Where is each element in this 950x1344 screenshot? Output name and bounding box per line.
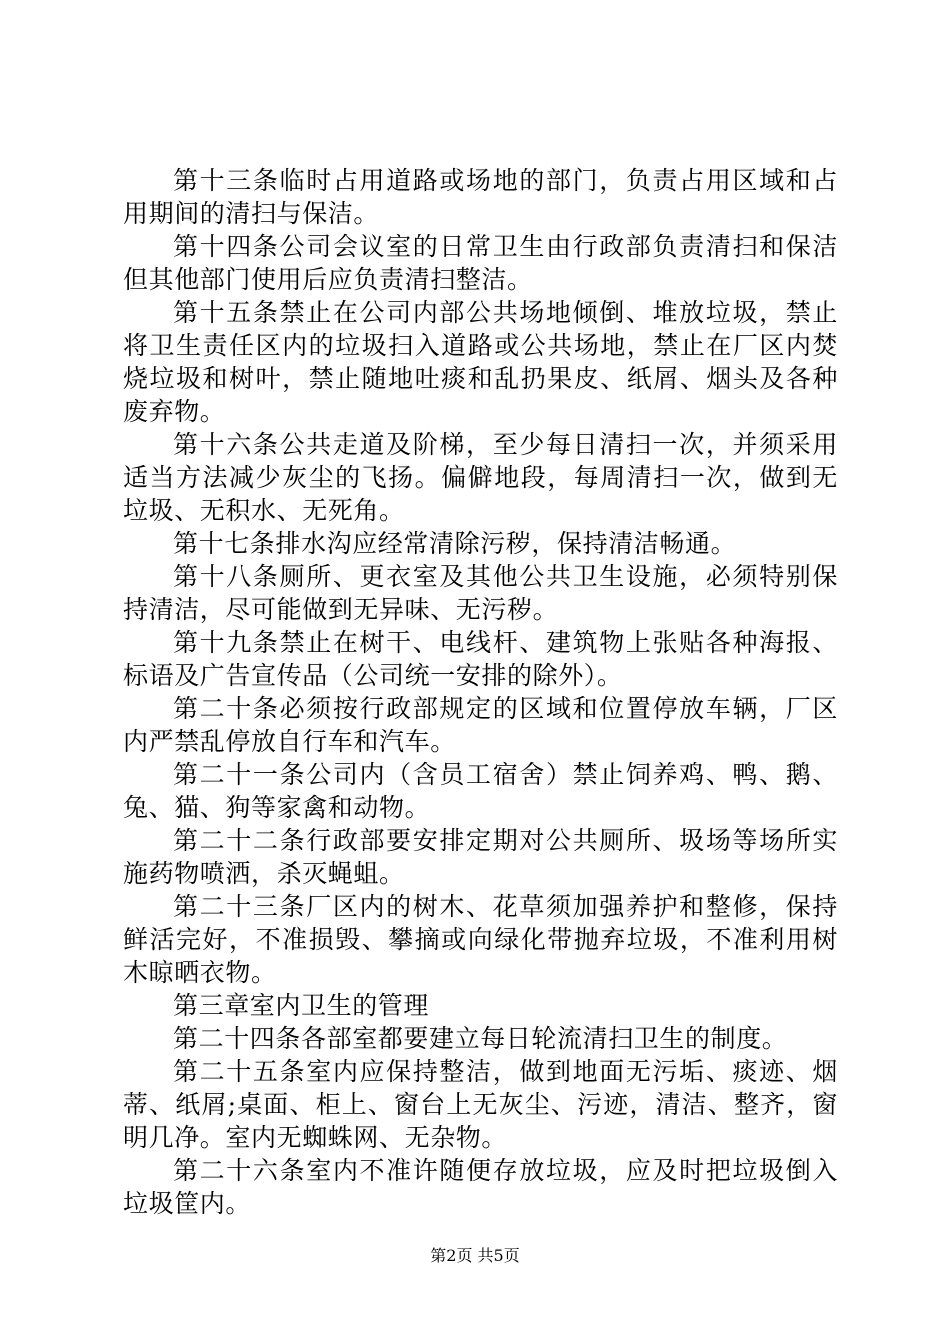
paragraph-article-19: 第十九条禁止在树干、电线杆、建筑物上张贴各种海报、标语及广告宣传品（公司统一安排的除外）。 xyxy=(123,628,838,690)
paragraph-article-21: 第二十一条公司内（含员工宿舍）禁止饲养鸡、鸭、鹅、兔、猫、狗等家禽和动物。 xyxy=(123,760,838,822)
paragraph-article-22: 第二十二条行政部要安排定期对公共厕所、圾场等场所实施药物喷洒，杀灭蝇蛆。 xyxy=(123,826,838,888)
paragraph-article-14: 第十四条公司会议室的日常卫生由行政部负责清扫和保洁但其他部门使用后应负责清扫整洁。 xyxy=(123,232,838,294)
chapter-heading: 第三章室内卫生的管理 xyxy=(173,991,430,1020)
paragraph-article-24: 第二十四条各部室都要建立每日轮流清扫卫生的制度。 xyxy=(173,1024,788,1053)
paragraph-article-17: 第十七条排水沟应经常清除污秽，保持清洁畅通。 xyxy=(173,529,737,558)
paragraph-article-16: 第十六条公共走道及阶梯，至少每日清扫一次，并须采用适当方法减少灰尘的飞扬。偏僻地段，每周清扫一次，做到无垃圾、无积水、无死角。 xyxy=(123,430,838,525)
paragraph-article-20: 第二十条必须按行政部规定的区域和位置停放车辆，厂区内严禁乱停放自行车和汽车。 xyxy=(123,694,838,756)
page-footer: 第2页 共5页 xyxy=(430,1246,520,1265)
paragraph-article-25: 第二十五条室内应保持整洁，做到地面无污垢、痰迹、烟蒂、纸屑;桌面、柜上、窗台上无灰尘、污迹，清洁、整齐，窗明几净。室内无蜘蛛网、无杂物。 xyxy=(123,1057,838,1152)
document-body xyxy=(123,164,838,1220)
paragraph-article-15: 第十五条禁止在公司内部公共场地倾倒、堆放垃圾，禁止将卫生责任区内的垃圾扫入道路或公共场地，禁止在厂区内焚烧垃圾和树叶，禁止随地吐痰和乱扔果皮、纸屑、烟头及各种废弃物。 xyxy=(123,298,838,426)
paragraph-article-13: 第十三条临时占用道路或场地的部门，负责占用区域和占用期间的清扫与保洁。 xyxy=(123,166,838,228)
paragraph-article-18: 第十八条厕所、更衣室及其他公共卫生设施，必须特别保持清洁，尽可能做到无异味、无污秽。 xyxy=(123,562,838,624)
paragraph-article-26: 第二十六条室内不准许随便存放垃圾，应及时把垃圾倒入垃圾筐内。 xyxy=(123,1156,838,1218)
paragraph-article-23: 第二十三条厂区内的树木、花草须加强养护和整修，保持鲜活完好，不准损毁、攀摘或向绿化带抛弃垃圾，不准利用树木晾晒衣物。 xyxy=(123,892,838,987)
